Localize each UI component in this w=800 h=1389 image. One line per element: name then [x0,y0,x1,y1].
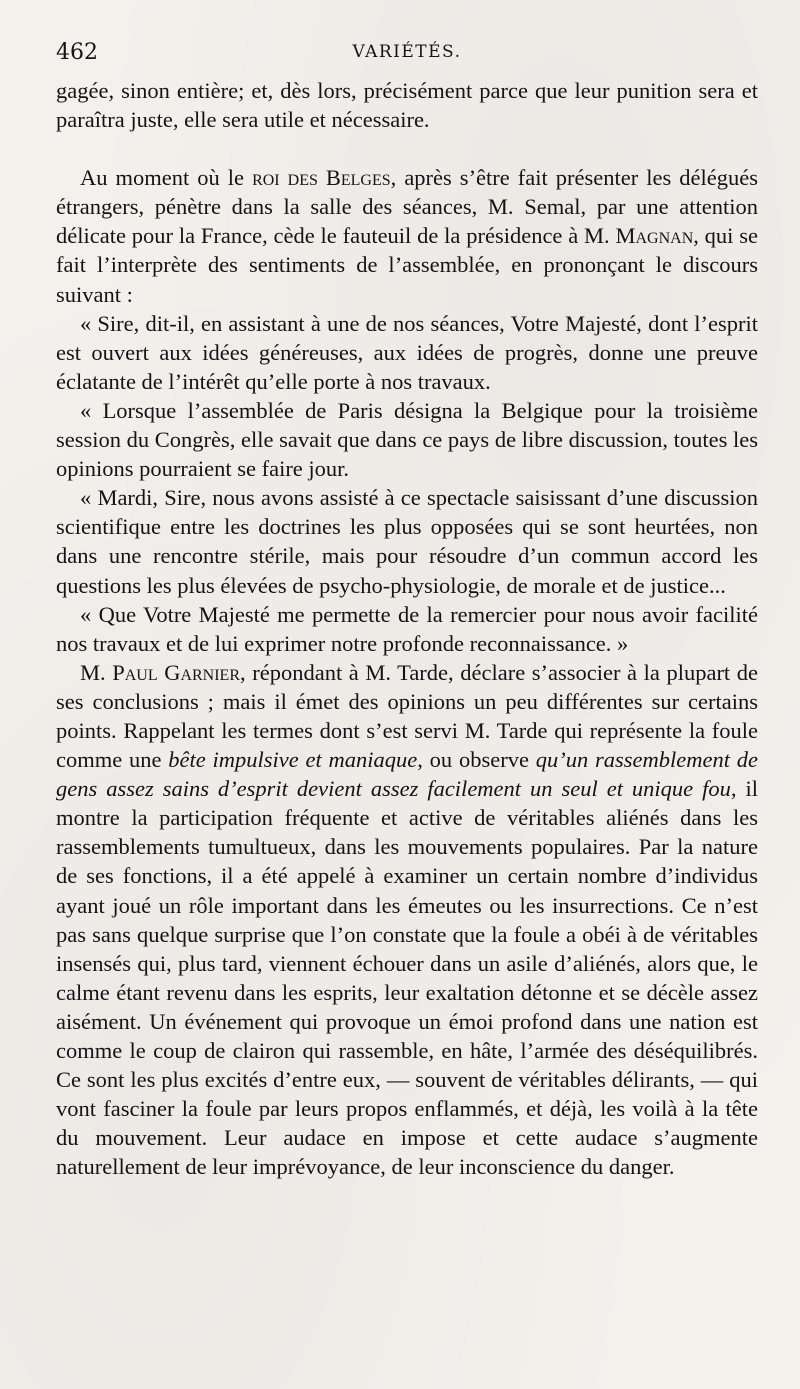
italic-quote-2: qu’un rassemblement de gens assez sains d’esprit devient assez facilement un seul et unique fou [56,747,758,802]
text-run: , répondant à M. Tarde, déclare s’associer à la plupart de ses conclusions ; mais il émet des opinions un peu différentes sur certains points. Rappelant les termes dont s’est servi M. Tarde qui représente la foule comme une [56,659,759,773]
text-run: , qui se fait l’interprète des sentiments de l’assemblée, en prononçant le discours suivant : [56,223,758,307]
text-run: , il montre la participation fréquente et active de véritables aliénés dans les rassemblements tumultueux, dans les mouvements populaires. Par la nature de ses fonctions, il a été appelé à examiner un certain nombre d’individus ayant joué un rôle important dans les émeutes ou les insurrections. Ce n’est pas sans quelque surprise que l’on constate que la foule a obéi à de véritables insensés qui, plus tard, viennent échouer dans un asile d’aliénés, alors que, le calme étant revenu dans les esprits, leur exaltation détonne et se décèle assez aisément. Un événement qui provoque un émoi profond dans une nation est comme le coup de clairon qui rassemble, en hâte, l’armée des déséquilibrés. Ce sont les plus excités d’entre eux, — souvent de véritables délirants, — qui vont fasciner la foule par leurs propos enflammés, et déjà, les voilà à la tête du mouvement. Leur audace en impose et cette audace s’augmente naturellement de leur imprévoyance, de leur inconscience du danger. [56,776,758,1180]
smallcaps-king: roi des Belges [252,165,391,191]
paragraph-king-visit [56,163,758,308]
text-run: M. [80,659,113,685]
page-number: 462 [56,40,98,65]
smallcaps-magnan: Magnan [615,223,694,249]
paragraph-garnier [56,658,758,1182]
paragraph-gap [56,134,758,163]
paragraph-speech-3: « Mardi, Sire, nous avons assisté à ce spectacle saisissant d’une discussion scientifique entre les doctrines les plus opposées qui se sont heurtées, non dans une rencontre stérile, mais pour résoudre d’un commun accord les questions les plus élevées de psycho-physiologie, de morale et de justice... [56,485,758,598]
italic-quote-1: bête impulsive et maniaque [168,747,418,773]
running-head [56,36,758,76]
text-run: , ou observe [417,747,536,773]
paragraph-continuation: gagée, sinon entière; et, dès lors, précisément parce que leur punition sera et paraîtra juste, elle sera utile et nécessaire. [56,78,758,133]
paragraph-speech-1: « Sire, dit-il, en assistant à une de nos séances, Votre Majesté, dont l’esprit est ouvert aux idées généreuses, aux idées de progrès, donne une preuve éclatante de l’intérêt qu’elle porte à nos travaux. [56,310,758,394]
running-title: VARIÉTÉS. [352,42,462,62]
body-text [56,76,758,1181]
paragraph-speech-2: « Lorsque l’assemblée de Paris désigna la Belgique pour la troisième session du Congrès, elle savait que dans ce pays de libre discussion, toutes les opinions pourraient se faire jour. [56,397,758,482]
text-run: Au moment où le [80,165,253,191]
text-run: , après s’être fait présenter les délégués étrangers, pénètre dans la salle des séances, M. Semal, par une attention délicate pour la France, cède le fauteuil de la présidence à M. [56,165,758,249]
paragraph-speech-4: « Que Votre Majesté me permette de la remercier pour nous avoir facilité nos travaux et de lui exprimer notre profonde reconnaissance. » [56,601,758,656]
smallcaps-garnier: Paul Garnier [112,659,241,685]
